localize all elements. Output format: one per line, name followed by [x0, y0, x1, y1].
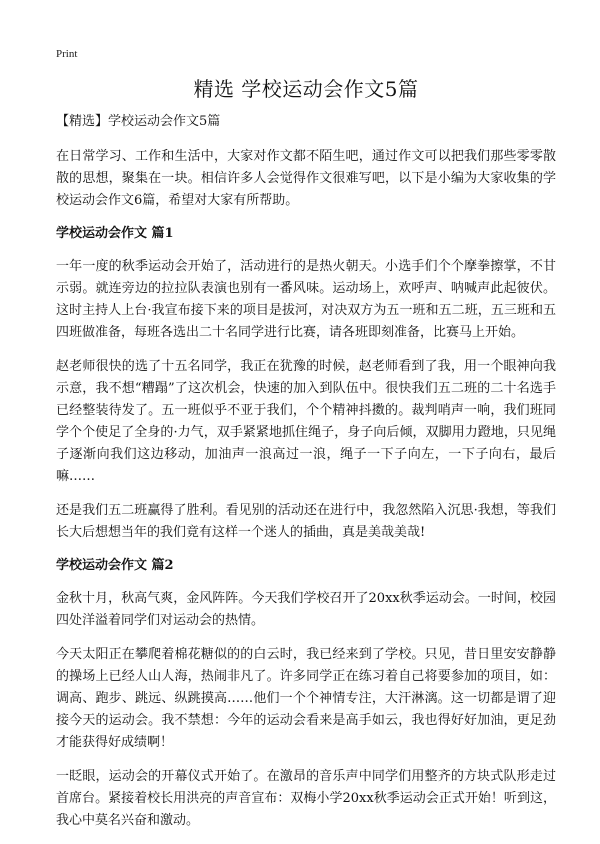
- document-subtitle: 【精选】学校运动会作文5篇: [56, 114, 221, 129]
- section-1-paragraph-1: 一年一度的秋季运动会开始了，活动进行的是热火朝天。小选手们个个摩拳擦掌，不甘示弱。就连旁边的拉拉队表演也别有一番风味。运动场上，欢呼声、呐喊声此起彼伏。这时主持人上台·我宣布接下来的项目是拔河，对决双方为五一班和五二班，五三班和五四班做准备，每班各选出二十名同学进行比赛，请各班即刻准备，比赛马上开始。: [56, 259, 556, 340]
- intro-paragraph: 在日常学习、工作和生活中，大家对作文都不陌生吧，通过作文可以把我们那些零零散散的思想，聚集在一块。相信许多人会觉得作文很难写吧，以下是小编为大家收集的学校运动会作文6篇，希望对大家有所帮助。: [56, 149, 556, 208]
- print-label: Print: [56, 48, 78, 60]
- section-2-paragraph-2: 今天太阳正在攀爬着棉花糖似的的白云时，我已经来到了学校。只见，昔日里安安静静的操场上已经人山人海，热闹非凡了。许多同学正在练习着自己将要参加的项目，如：调高、跑步、跳远、纵跳摸高……他们一个个神情专注，大汗淋漓。这一切都是谓了迎接今天的运动会。我不禁想：今年的运动会看来是高手如云，我也得好好加油，更足劲才能获得好成绩啊！: [56, 647, 556, 750]
- section-2-paragraph-3: 一眨眼，运动会的开幕仪式开始了。在激昂的音乐声中同学们用整齐的方块式队形走过首席台。紧接着校长用洪亮的声音宣布：双梅小学20xx秋季运动会正式开始！听到这，我心中莫名兴奋和激动。: [56, 769, 556, 828]
- document-title: 精选 学校运动会作文5篇: [193, 77, 419, 101]
- section-1-paragraph-2: 赵老师很快的选了十五名同学，我正在犹豫的时候，赵老师看到了我，用一个眼神向我示意，我不想“糟蹋”了这次机会，快速的加入到队伍中。很快我们五二班的二十名选手已经整装待发了。五一班似乎不亚于我们，个个精神抖擞的。裁判哨声一响，我们班同学个个使足了全身的·力气，双手紧紧地抓住绳子，身子向后倾，双脚用力蹬地，只见绳子逐渐向我们这边移动，加油声一浪高过一浪，绳子一下子向左，一下子向右，最后嘛……: [56, 359, 556, 484]
- section-1-paragraph-3: 还是我们五二班赢得了胜利。看见别的活动还在进行中，我忽然陷入沉思·我想，等我们长大后想想当年的我们竟有这样一个迷人的插曲，真是美哉美哉!: [56, 503, 556, 540]
- document-body: [56, 76, 556, 844]
- section-2-paragraph-1: 金秋十月，秋高气爽，金风阵阵。今天我们学校召开了20xx秋季运动会。一时间，校园四处洋溢着同学们对运动会的热情。: [56, 591, 556, 628]
- section-heading-2: 学校运动会作文 篇2: [56, 558, 174, 573]
- section-heading-1: 学校运动会作文 篇1: [56, 226, 174, 241]
